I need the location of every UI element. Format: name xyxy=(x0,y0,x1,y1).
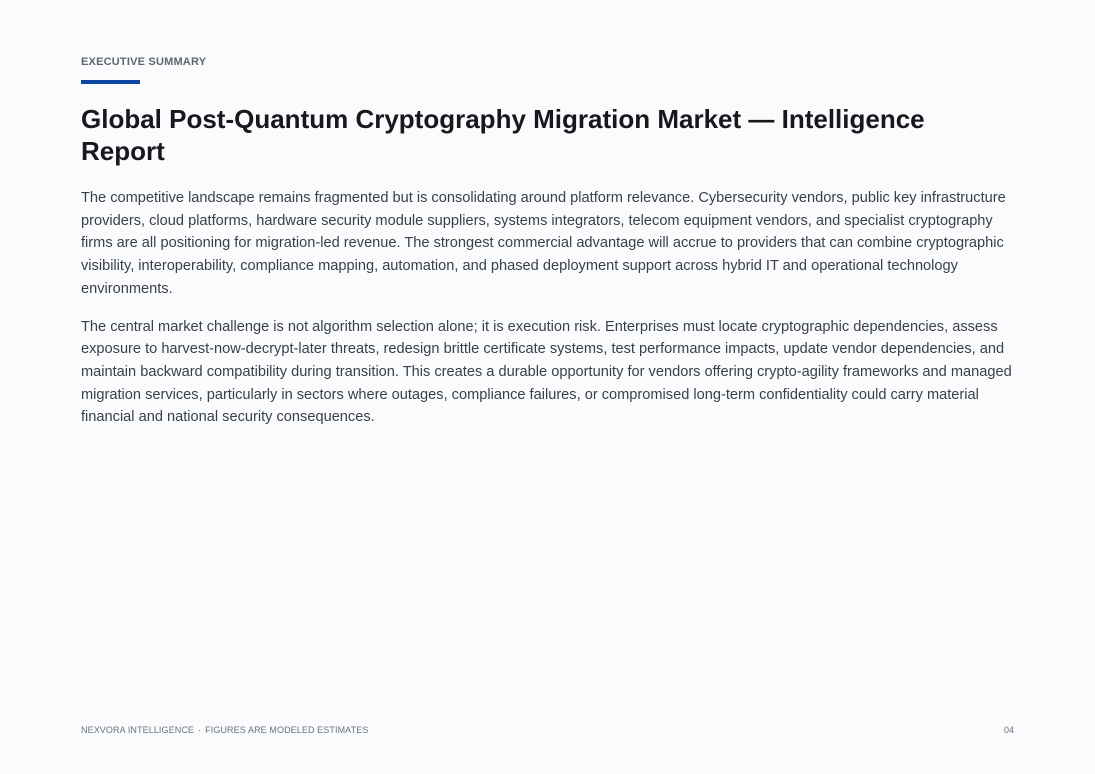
report-page xyxy=(81,0,1016,774)
footer-separator: · xyxy=(198,725,202,735)
footer-note xyxy=(81,725,368,735)
page-number: 04 xyxy=(1003,725,1014,735)
section-eyebrow: EXECUTIVE SUMMARY xyxy=(81,56,207,68)
paragraph-market-challenge: The central market challenge is not algorithm selection alone; it is execution risk. Enterprises must locate cryptographic dependencies, assess exposure to harvest-now-decrypt-later threats, redesign brittle certificate systems, test performance impacts, update vendor dependencies, and maintain backward compatibility during transition. This creates a durable opportunity for vendors offering crypto-agility frameworks and managed migration services, particularly in sectors where outages, compliance failures, or compromised long-term confidentiality could carry material financial and national security consequences. xyxy=(81,318,1012,426)
accent-bar xyxy=(81,80,140,84)
paragraph-competitive-landscape: The competitive landscape remains fragmented but is consolidating around platform relevance. Cybersecurity vendors, public key infrastructure providers, cloud platforms, hardware security module suppliers, systems integrators, telecom equipment vendors, and specialist cryptography firms are all positioning for migration-led revenue. The strongest commercial advantage will accrue to providers that can combine cryptographic visibility, interoperability, compliance mapping, automation, and phased deployment support across hybrid IT and operational technology environments. xyxy=(81,190,1006,297)
page-title: Global Post-Quantum Cryptography Migration Market — Intelligence Report xyxy=(81,104,925,166)
footer-disclaimer: FIGURES ARE MODELED ESTIMATES xyxy=(205,725,369,735)
footer-brand: NEXVORA INTELLIGENCE xyxy=(81,725,195,735)
body-text xyxy=(81,187,1016,444)
